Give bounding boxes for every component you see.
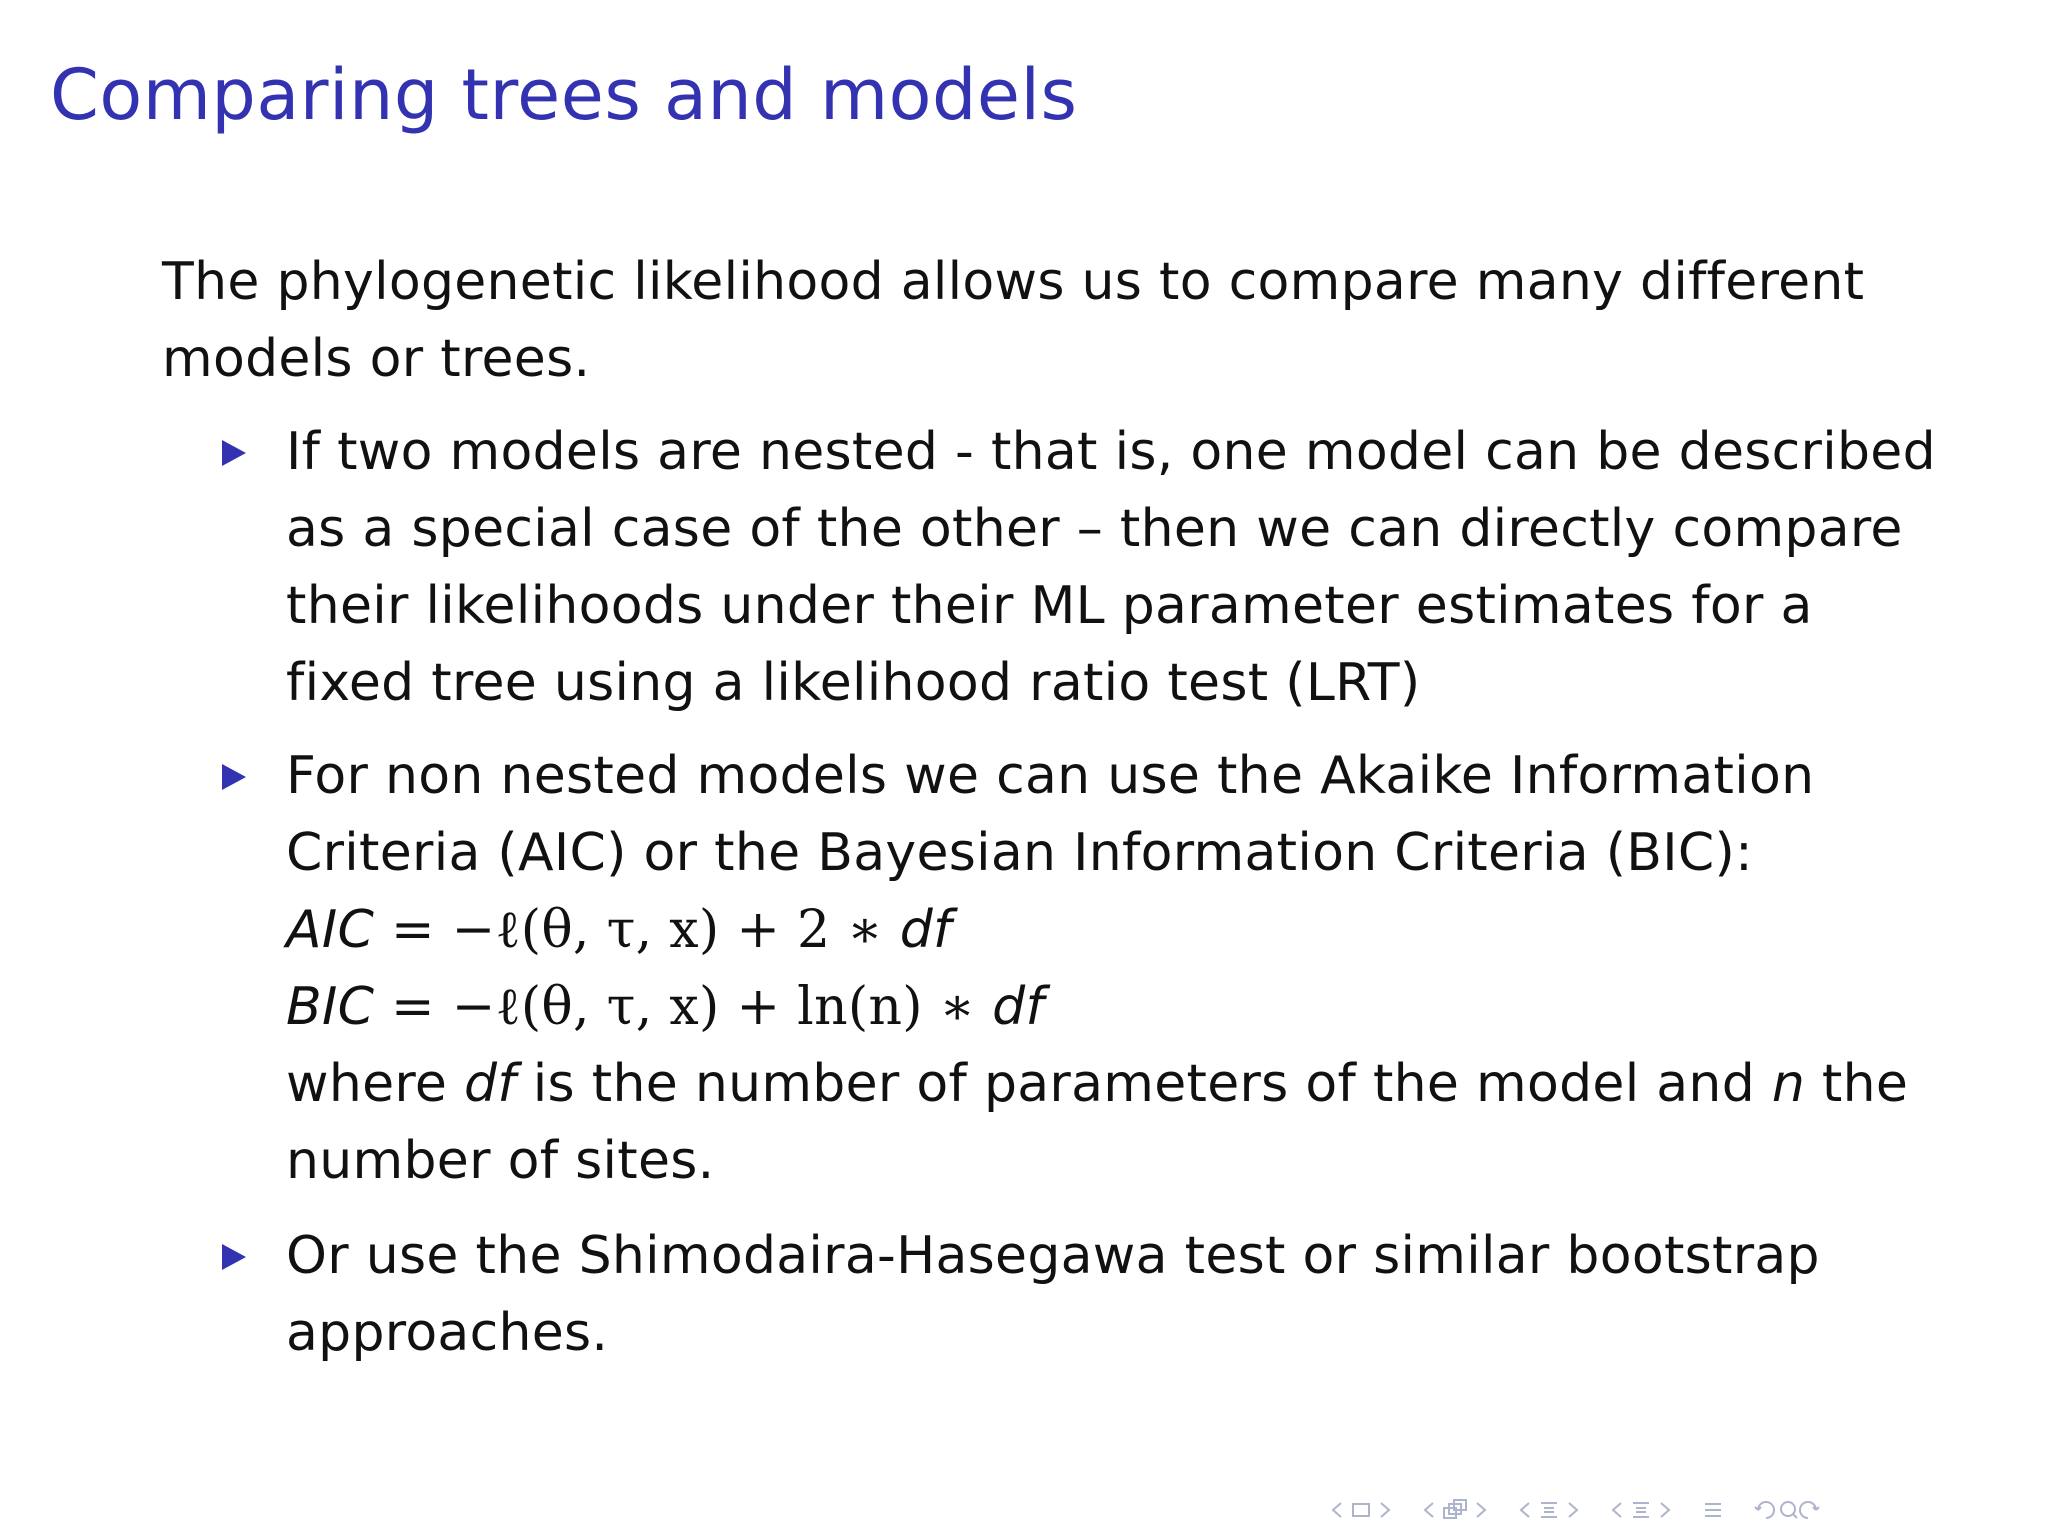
nav-search-group bbox=[1754, 1498, 1820, 1522]
slide-title: Comparing trees and models bbox=[50, 54, 1078, 136]
intro-line: models or trees. bbox=[162, 329, 591, 389]
bullet-line: For non nested models we can use the Akaike Information bbox=[286, 746, 1815, 806]
aic-formula bbox=[286, 892, 1986, 969]
prev-arrow-icon[interactable] bbox=[1518, 1500, 1532, 1520]
intro-line: The phylogenetic likelihood allows us to compare many different bbox=[162, 252, 1865, 312]
where-df: df bbox=[464, 1054, 516, 1114]
where-line-2: number of sites. bbox=[286, 1131, 715, 1191]
bullet-line: approaches. bbox=[286, 1303, 609, 1363]
bullet-triangle-icon bbox=[222, 440, 246, 466]
nav-presentation-group bbox=[1610, 1499, 1672, 1521]
where-pre: where bbox=[286, 1054, 465, 1114]
prev-arrow-icon[interactable] bbox=[1330, 1500, 1344, 1520]
bullet-line: Or use the Shimodaira-Hasegawa test or similar bootstrap bbox=[286, 1226, 1820, 1286]
bic-lhs: BIC bbox=[286, 977, 375, 1037]
next-arrow-icon[interactable] bbox=[1658, 1500, 1672, 1520]
prev-arrow-icon[interactable] bbox=[1610, 1500, 1624, 1520]
bullet-line: If two models are nested - that is, one model can be described bbox=[286, 422, 1936, 482]
align-icon[interactable] bbox=[1702, 1499, 1724, 1521]
bullet-text bbox=[286, 414, 1986, 722]
beamer-navigation bbox=[1330, 1496, 1842, 1524]
where-line bbox=[286, 1046, 1986, 1123]
bullet-line: Criteria (AIC) or the Bayesian Information Criteria (BIC): bbox=[286, 823, 1753, 883]
where-mid: is the number of parameters of the model and bbox=[515, 1054, 1772, 1114]
bullet-triangle-icon bbox=[222, 1244, 246, 1270]
bullet-triangle-icon bbox=[222, 764, 246, 790]
next-arrow-icon[interactable] bbox=[1378, 1500, 1392, 1520]
intro-paragraph bbox=[162, 244, 1922, 398]
prev-arrow-icon[interactable] bbox=[1422, 1500, 1436, 1520]
section-icon[interactable] bbox=[1538, 1499, 1560, 1521]
nav-align-group bbox=[1702, 1499, 1724, 1521]
bic-rhs: = −ℓ(θ, τ, x) + ln(n) ∗ bbox=[374, 977, 993, 1037]
bullet-line: their likelihoods under their ML parameter estimates for a bbox=[286, 576, 1813, 636]
aic-lhs: AIC bbox=[286, 900, 375, 960]
search-icon[interactable] bbox=[1754, 1498, 1820, 1522]
section-icon[interactable] bbox=[1630, 1499, 1652, 1521]
bullet-line: as a special case of the other – then we can directly compare bbox=[286, 499, 1903, 559]
frame-icon[interactable] bbox=[1350, 1500, 1372, 1520]
bullet-text bbox=[286, 738, 1986, 1200]
where-post: the bbox=[1805, 1054, 1909, 1114]
bullet-text bbox=[286, 1218, 1986, 1372]
bic-df: df bbox=[992, 977, 1045, 1037]
next-arrow-icon[interactable] bbox=[1566, 1500, 1580, 1520]
nav-subsection-group bbox=[1422, 1498, 1488, 1522]
aic-df: df bbox=[899, 900, 952, 960]
aic-rhs: = −ℓ(θ, τ, x) + 2 ∗ bbox=[374, 900, 900, 960]
bic-formula bbox=[286, 969, 1986, 1046]
where-n: n bbox=[1771, 1054, 1806, 1114]
next-arrow-icon[interactable] bbox=[1474, 1500, 1488, 1520]
nav-frame-group bbox=[1330, 1500, 1392, 1520]
nav-section-group bbox=[1518, 1499, 1580, 1521]
bullet-line: fixed tree using a likelihood ratio test (LRT) bbox=[286, 653, 1421, 713]
subsection-icon[interactable] bbox=[1442, 1498, 1468, 1522]
